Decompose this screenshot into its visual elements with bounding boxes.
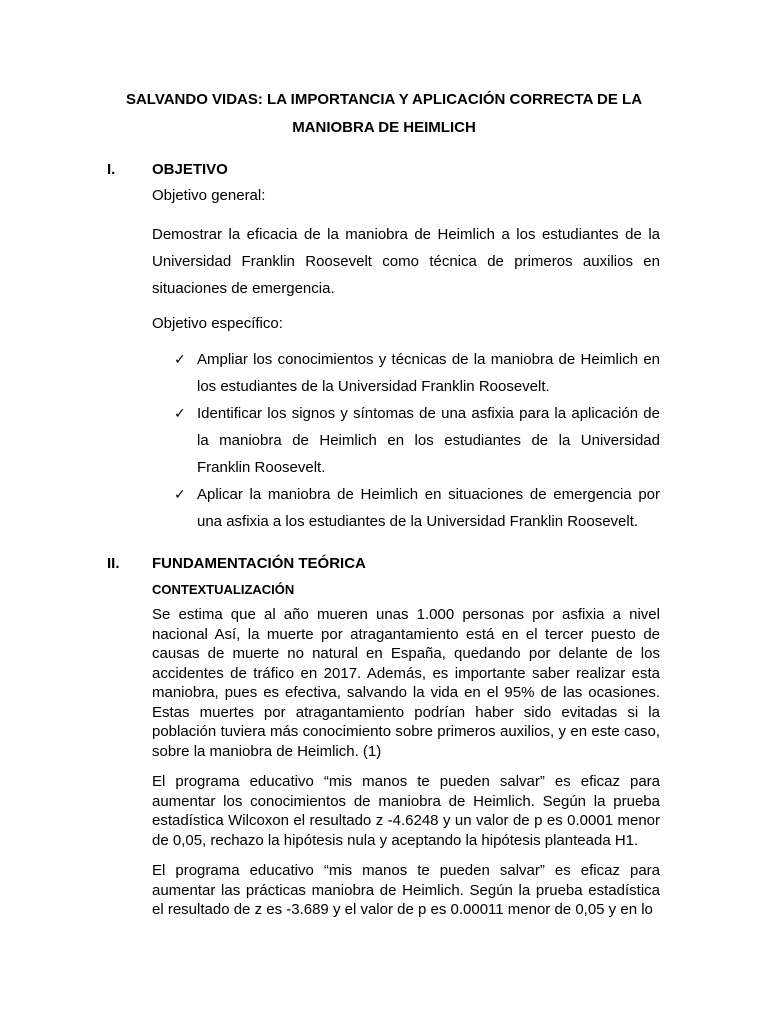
section-1-number: I.: [107, 161, 116, 178]
section-2-number: II.: [107, 555, 120, 572]
objective-bullet: [174, 400, 660, 481]
bullet-text: Aplicar la maniobra de Heimlich en situaciones de emergencia por una asfixia a los estudiantes de la Universidad Franklin Roosevelt.: [197, 486, 660, 530]
section-2-heading: FUNDAMENTACIÓN TEÓRICA: [152, 555, 366, 572]
general-objective-label: Objetivo general:: [152, 187, 266, 204]
bullet-text: Identificar los signos y síntomas de una asfixia para la aplicación de la maniobra de Heimlich en los estudiantes de la Universidad Franklin Roosevelt.: [197, 405, 660, 476]
context-paragraph-3: El programa educativo “mis manos te pueden salvar” es eficaz para aumentar las prácticas maniobra de Heimlich. Según la prueba estadística el resultado de z es -3.689 y el valor de p es 0.00011 menor de 0,05 y en lo: [152, 862, 660, 918]
general-objective-text: Demostrar la eficacia de la maniobra de Heimlich a los estudiantes de la Universidad Franklin Roosevelt como técnica de primeros auxilios en situaciones de emergencia.: [152, 226, 660, 297]
section-1-heading: OBJETIVO: [152, 161, 228, 178]
checkmark-icon: ✓: [174, 351, 186, 367]
document-title-line-2: MANIOBRA DE HEIMLICH: [292, 119, 476, 136]
objective-bullet: [174, 346, 660, 400]
checkmark-icon: ✓: [174, 486, 186, 502]
contextualization-subheading: CONTEXTUALIZACIÓN: [152, 582, 295, 597]
objective-bullet: [174, 481, 660, 535]
context-paragraph-2: El programa educativo “mis manos te pueden salvar” es eficaz para aumentar los conocimientos de maniobra de Heimlich. Según la prueba estadística Wilcoxon el resultado z -4.6248 y un valor de p es 0.0001 menor de 0,05, rechazo la hipótesis nula y aceptando la hipótesis planteada H1.: [152, 773, 660, 849]
context-paragraph-1: Se estima que al año mueren unas 1.000 personas por asfixia a nivel nacional Así, la muerte por atragantamiento está en el tercer puesto de causas de muerte no natural en España, quedando por delante de los accidentes de tráfico en 2017. Además, es importante saber realizar esta maniobra, pues es efectiva, salvando la vida en el 95% de las ocasiones. Estas muertes por atragantamiento podrían haber sido evitadas si la población tuviera más conocimiento sobre primeros auxilios, y en este caso, sobre la maniobra de Heimlich. (1): [152, 606, 660, 760]
specific-objective-label: Objetivo específico:: [152, 315, 283, 332]
bullet-text: Ampliar los conocimientos y técnicas de la maniobra de Heimlich en los estudiantes de la Universidad Franklin Roosevelt.: [197, 351, 660, 395]
document-title-line-1: SALVANDO VIDAS: LA IMPORTANCIA Y APLICACIÓN CORRECTA DE LA: [125, 91, 643, 108]
checkmark-icon: ✓: [174, 405, 186, 421]
